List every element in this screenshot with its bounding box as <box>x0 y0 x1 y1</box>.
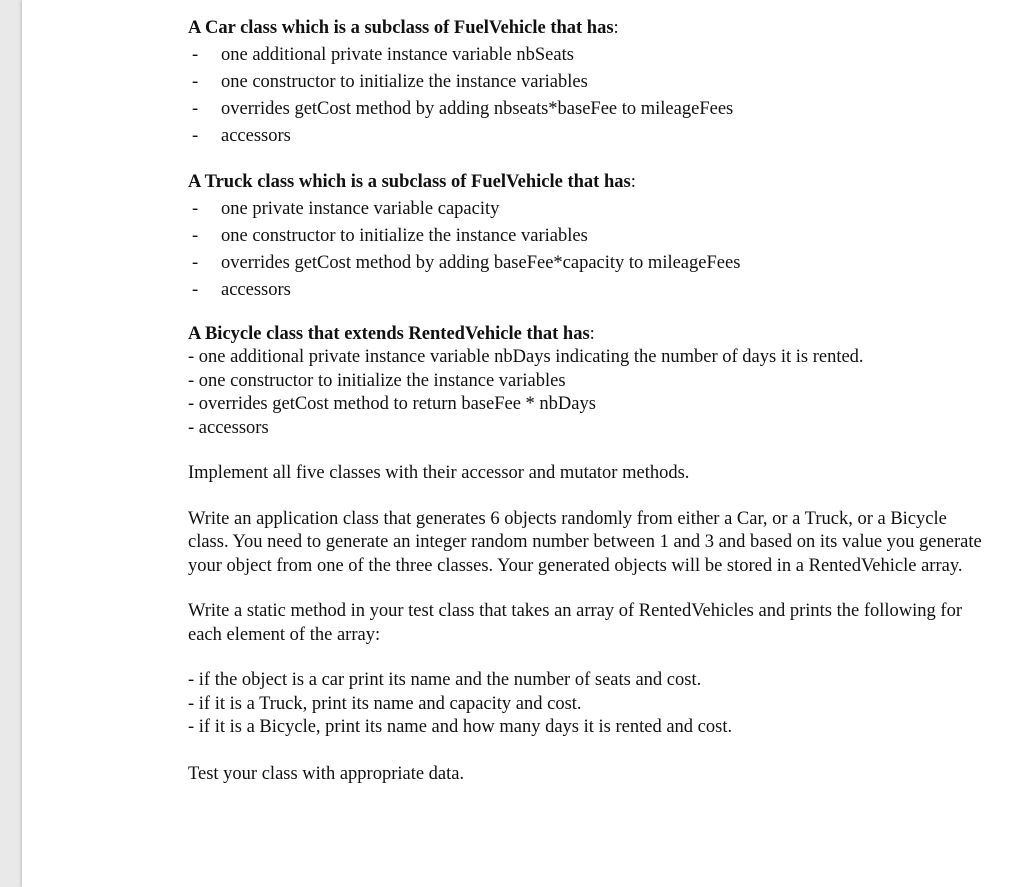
dash-bullet: - <box>192 226 199 246</box>
truck-section-heading <box>188 168 988 196</box>
bicycle-heading-colon: : <box>589 324 595 344</box>
dash-bullet: - <box>192 72 199 92</box>
list-item: - if the object is a car print its name and the number of seats and cost. <box>188 670 702 690</box>
print-rules-list <box>188 669 988 740</box>
document-page <box>22 0 1024 887</box>
car-section-heading <box>188 14 988 42</box>
list-item: - overrides getCost method to return baseFee * nbDays <box>188 394 596 414</box>
car-heading-colon: : <box>613 18 619 38</box>
list-item: - one constructor to initialize the instance variables <box>188 370 566 391</box>
list-item <box>188 96 988 123</box>
list-item: - if it is a Truck, print its name and capacity and cost. <box>188 693 582 714</box>
car-heading-bold: A Car class which is a subclass of FuelVehicle that has <box>188 18 614 38</box>
bicycle-requirements-list <box>188 346 988 440</box>
dash-bullet: - <box>192 280 199 300</box>
list-item-text: accessors <box>221 280 291 300</box>
list-item: - one additional private instance variable nbDays indicating the number of days it is rented. <box>188 347 864 367</box>
list-item: - accessors <box>188 417 269 438</box>
document-content <box>188 14 988 786</box>
dash-bullet: - <box>192 126 199 146</box>
application-paragraph: Write an application class that generates 6 objects randomly from either a Car, or a Truck, or a Bicycle class. You need to generate an integer random number between 1 and 3 and based on its value you generate your object from one of the three classes. Your generated objects will be stored in a RentedVehicle array. <box>188 508 982 576</box>
list-item: - if it is a Bicycle, print its name and how many days it is rented and cost. <box>188 717 733 737</box>
dash-bullet: - <box>192 45 199 65</box>
bicycle-heading-bold: A Bicycle class that extends RentedVehicle that has <box>188 324 590 344</box>
static-method-paragraph: Write a static method in your test class that takes an array of RentedVehicles and prints the following for each element of the array: <box>188 601 962 645</box>
list-item <box>188 196 988 223</box>
list-item <box>188 250 988 277</box>
list-item-text: one private instance variable capacity <box>221 199 500 219</box>
list-item <box>188 223 988 250</box>
truck-heading-colon: : <box>630 172 636 192</box>
list-item <box>188 69 988 96</box>
list-item <box>188 42 988 69</box>
list-item-text: one constructor to initialize the instance variables <box>221 72 588 92</box>
car-requirements-list <box>188 42 988 150</box>
truck-heading-bold: A Truck class which is a subclass of FuelVehicle that has <box>188 172 631 192</box>
list-item-text: overrides getCost method by adding baseFee*capacity to mileageFees <box>221 253 741 273</box>
list-item <box>188 123 988 150</box>
list-item-text: one constructor to initialize the instance variables <box>221 226 588 246</box>
list-item <box>188 277 988 304</box>
list-item-text: one additional private instance variable nbSeats <box>221 45 574 65</box>
implement-paragraph: Implement all five classes with their accessor and mutator methods. <box>188 463 690 483</box>
dash-bullet: - <box>192 99 199 119</box>
list-item-text: accessors <box>221 126 291 146</box>
test-paragraph: Test your class with appropriate data. <box>188 763 465 784</box>
truck-requirements-list <box>188 196 988 304</box>
list-item-text: overrides getCost method by adding nbseats*baseFee to mileageFees <box>221 99 734 119</box>
dash-bullet: - <box>192 199 199 219</box>
bicycle-section-heading <box>188 322 988 346</box>
dash-bullet: - <box>192 253 199 273</box>
